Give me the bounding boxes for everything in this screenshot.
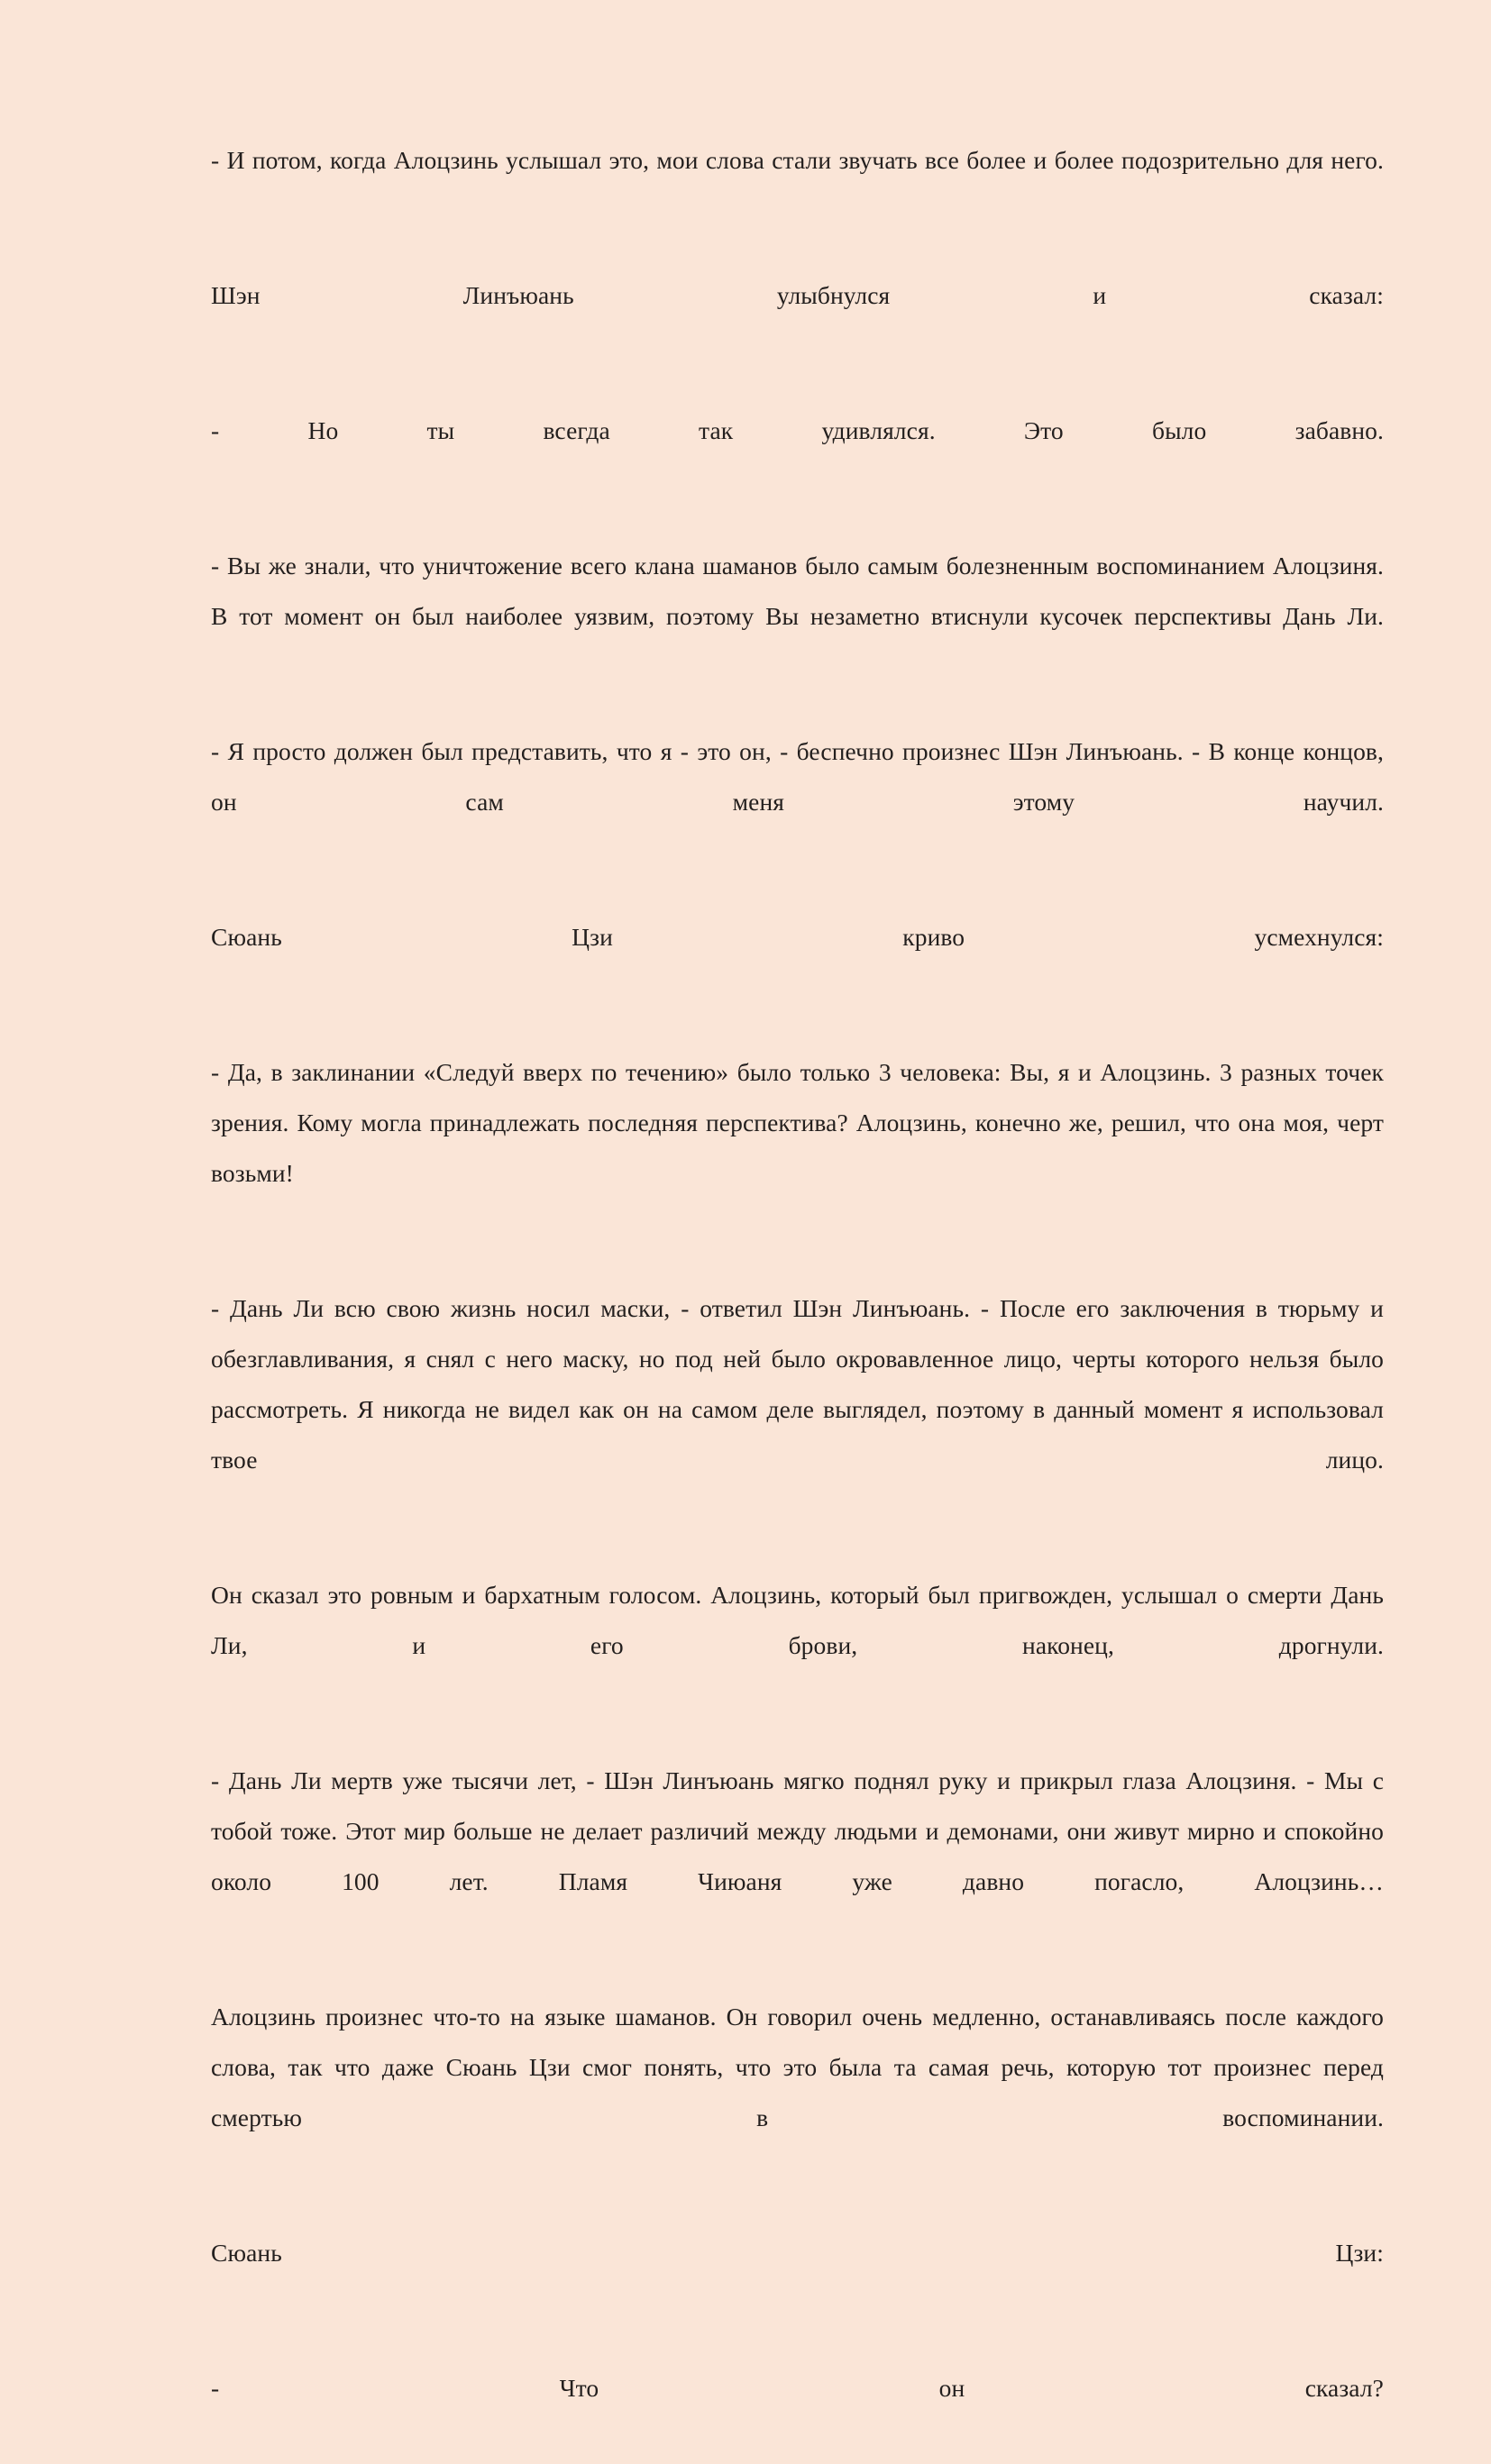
- paragraph: - Дань Ли мертв уже тысячи лет, - Шэн Линъюань мягко поднял руку и прикрыл глаза Алоцзиня. - Мы с тобой тоже. Этот мир больше не делает различий между людьми и демонами, они живут мирно и спокойно около 100 лет. Пламя Чиюаня уже давно погасло, Алоцзинь…: [211, 1766, 1384, 1895]
- document-body: [211, 135, 1384, 2464]
- paragraph: - Дань Ли всю свою жизнь носил маски, - ответил Шэн Линъюань. - После его заключения в тюрьму и обезглавливания, я снял с него маску, но под ней было окровавленное лицо, черты которого нельзя было рассмотреть. Я никогда не видел как он на самом деле выглядел, поэтому в данный момент я использовал твое лицо.: [211, 1294, 1384, 1474]
- paragraph: - И потом, когда Алоцзинь услышал это, мои слова стали звучать все более и более подозрительно для него.: [211, 146, 1384, 174]
- paragraph: Он сказал это ровным и бархатным голосом. Алоцзинь, который был пригвожден, услышал о смерти Дань Ли, и его брови, наконец, дрогнули.: [211, 1581, 1384, 1659]
- paragraph: Алоцзинь произнес что-то на языке шаманов. Он говорил очень медленно, останавливаясь после каждого слова, так что даже Сюань Цзи смог понять, что это была та самая речь, которую тот произнес перед смертью в воспоминании.: [211, 2003, 1384, 2131]
- paragraph: - Да, в заклинании «Следуй вверх по течению» было только 3 человека: Вы, я и Алоцзинь. 3 разных точек зрения. Кому могла принадлежать последняя перспектива? Алоцзинь, конечно же, решил, что она моя, черт возьми!: [211, 1058, 1384, 1187]
- paragraph: Сюань Цзи:: [211, 2239, 1384, 2267]
- paragraph: - Я просто должен был представить, что я - это он, - беспечно произнес Шэн Линъюань. - В конце концов, он сам меня этому научил.: [211, 737, 1384, 816]
- paragraph: - Вы же знали, что уничтожение всего клана шаманов было самым болезненным воспоминанием Алоцзиня. В тот момент он был наиболее уязвим, поэтому Вы незаметно втиснули кусочек перспективы Дань Ли.: [211, 552, 1384, 630]
- paragraph: Сюань Цзи криво усмехнулся:: [211, 923, 1384, 951]
- paragraph: - Но ты всегда так удивлялся. Это было забавно.: [211, 416, 1384, 444]
- paragraph: Шэн Линъюань улыбнулся и сказал:: [211, 281, 1384, 309]
- paragraph: - Что он сказал?: [211, 2374, 1384, 2402]
